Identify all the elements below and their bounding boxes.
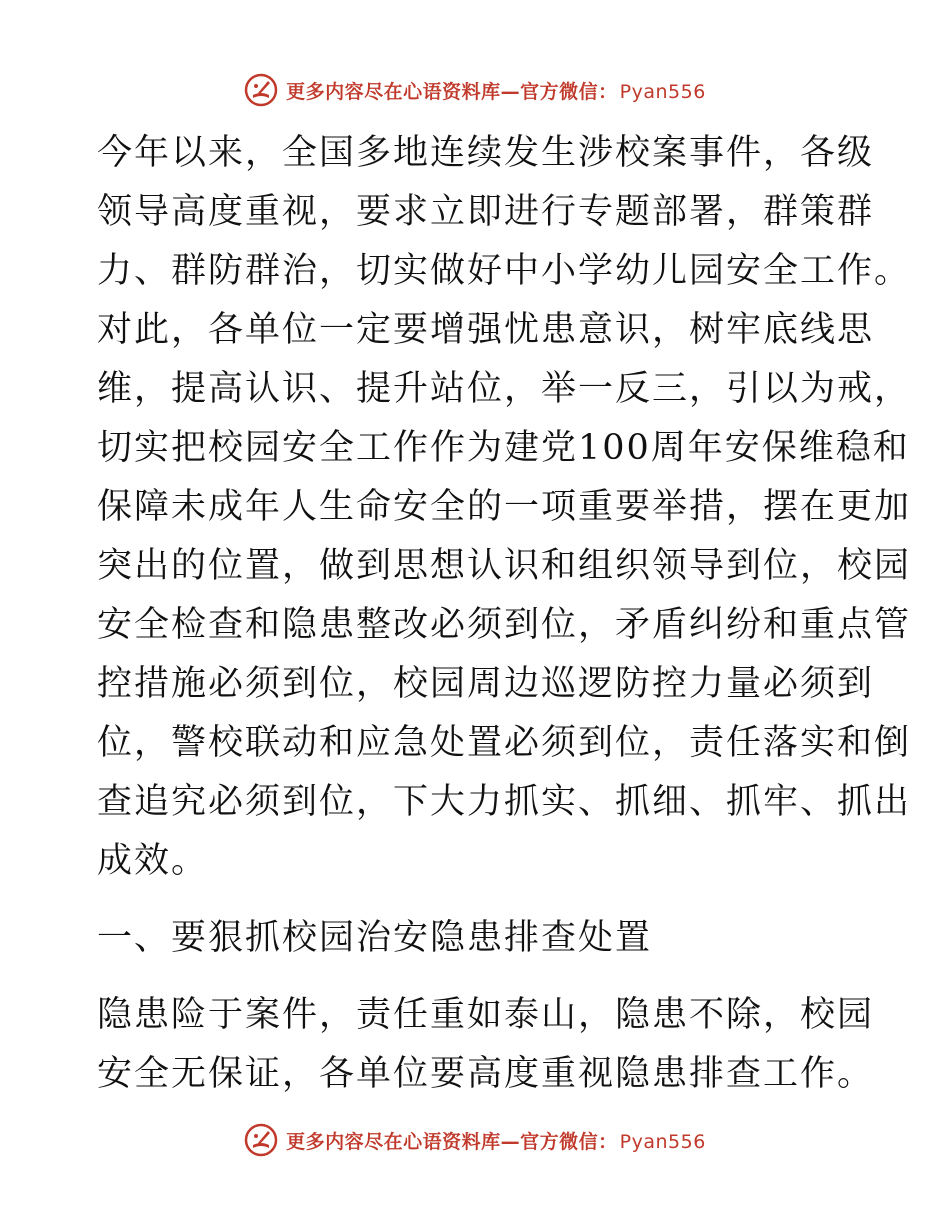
footer-watermark (0, 1120, 950, 1160)
paragraph-line: 力、群防群治，切实做好中小学幼儿园安全工作。 (97, 251, 912, 291)
paragraph-line: 隐患险于案件，责任重如泰山，隐患不除，校园 (97, 995, 875, 1035)
header-watermark (0, 70, 950, 110)
paragraph-2 (97, 986, 875, 1104)
paragraph-line: 突出的位置，做到思想认识和组织领导到位，校园 (97, 546, 912, 586)
paragraph-line: 安全无保证，各单位要高度重视隐患排查工作。 (97, 1054, 875, 1094)
paragraph-line: 查追究必须到位，下大力抓实、抓细、抓牢、抓出 (97, 782, 912, 822)
watermark-label: 更多内容尽在心语资料库—官方微信： (286, 80, 618, 103)
watermark-text (286, 77, 706, 104)
watermark-handle: Pyan556 (619, 80, 706, 103)
paragraph-line: 安全检查和隐患整改必须到位，矛盾纠纷和重点管 (97, 605, 912, 645)
book-quill-logo-icon (244, 73, 278, 107)
watermark-text (286, 1127, 706, 1154)
paragraph-line: 维，提高认识、提升站位，举一反三，引以为戒， (97, 369, 912, 409)
paragraph-line: 保障未成年人生命安全的一项重要举措，摆在更加 (97, 487, 912, 527)
paragraph-line: 切实把校园安全工作作为建党100周年安保维稳和 (97, 428, 910, 468)
paragraph-line: 位，警校联动和应急处置必须到位，责任落实和倒 (97, 723, 912, 763)
paragraph-line: 对此，各单位一定要增强忧患意识，树牢底线思 (97, 310, 875, 350)
document-body (97, 124, 912, 1104)
watermark-handle: Pyan556 (619, 1130, 706, 1153)
paragraph-line: 成效。 (97, 841, 209, 881)
paragraph-line: 今年以来，全国多地连续发生涉校案事件，各级 (97, 133, 875, 173)
paragraph-line: 控措施必须到位，校园周边巡逻防控力量必须到 (97, 664, 875, 704)
paragraph-line: 领导高度重视，要求立即进行专题部署，群策群 (97, 192, 875, 232)
section-heading: 一、要狠抓校园治安隐患排查处置 (97, 918, 653, 958)
paragraph-1 (97, 124, 912, 891)
watermark-label: 更多内容尽在心语资料库—官方微信： (286, 1130, 618, 1153)
book-quill-logo-icon (244, 1123, 278, 1157)
